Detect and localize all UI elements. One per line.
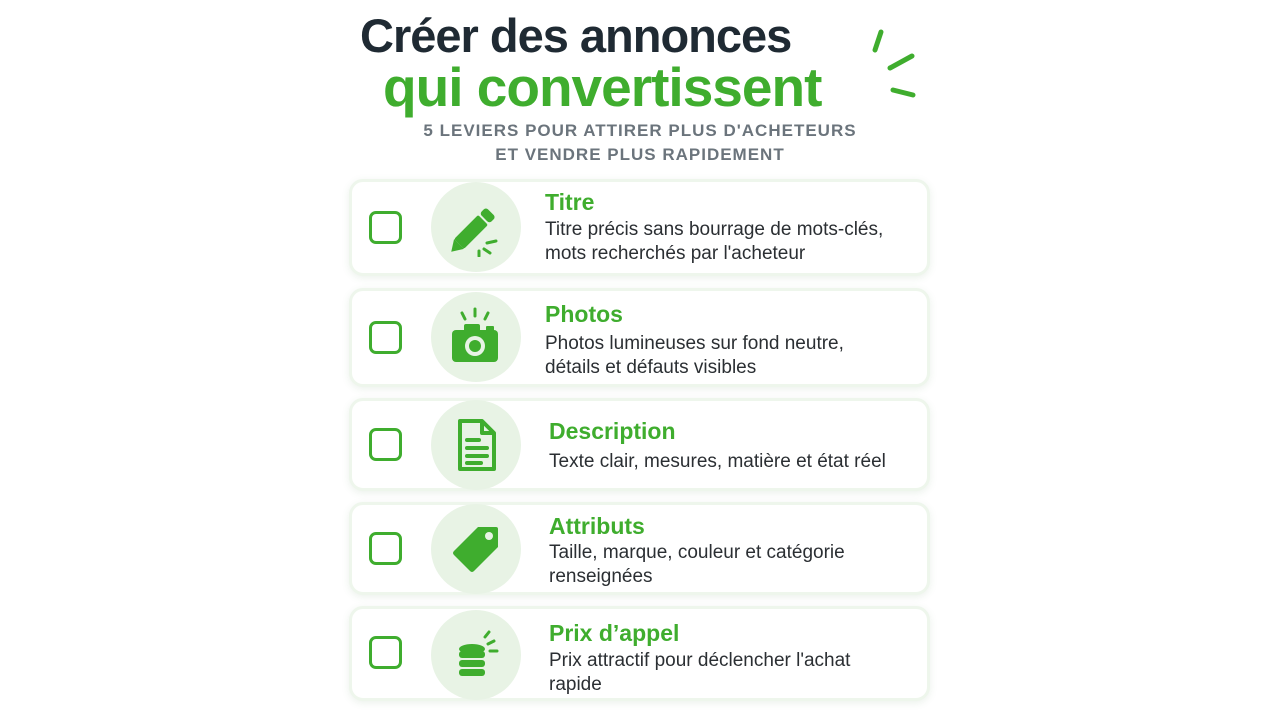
lever-card-description bbox=[349, 398, 930, 491]
pencil-icon bbox=[446, 197, 506, 257]
lever-description-line-2: détails et défauts visibles bbox=[545, 357, 757, 378]
lever-description-line-1: Taille, marque, couleur et catégorie bbox=[549, 542, 845, 563]
lever-title: Attributs bbox=[549, 513, 645, 539]
lever-description-line-2: mots recherchés par l'acheteur bbox=[545, 243, 806, 264]
checkbox-attributs[interactable] bbox=[369, 532, 402, 565]
lever-title: Description bbox=[549, 418, 676, 444]
icon-badge bbox=[431, 610, 521, 700]
lever-title: Titre bbox=[545, 189, 595, 215]
camera-icon bbox=[446, 307, 506, 367]
lever-description bbox=[549, 450, 886, 474]
lever-title: Photos bbox=[545, 301, 623, 327]
subtitle-line-2: ET VENDRE PLUS RAPIDEMENT bbox=[495, 145, 785, 164]
lever-card-prix bbox=[349, 606, 930, 701]
icon-badge bbox=[431, 400, 521, 490]
document-icon bbox=[446, 415, 506, 475]
lever-description-line-1: Prix attractif pour déclencher l'achat bbox=[549, 650, 851, 671]
checkbox-titre[interactable] bbox=[369, 211, 402, 244]
coin-stack-icon bbox=[446, 625, 506, 685]
lever-description bbox=[545, 218, 883, 266]
checkbox-photos[interactable] bbox=[369, 321, 402, 354]
checkbox-description[interactable] bbox=[369, 428, 402, 461]
page-title-highlight: qui convertissent bbox=[383, 56, 822, 118]
lever-card-attributs bbox=[349, 502, 930, 595]
lever-description-line-1: Photos lumineuses sur fond neutre, bbox=[545, 333, 844, 354]
lever-description bbox=[545, 332, 844, 380]
page-title: Créer des annonces bbox=[360, 9, 792, 62]
lever-description-line-1: Titre précis sans bourrage de mots-clés, bbox=[545, 219, 884, 240]
subtitle-line-1: 5 LEVIERS POUR ATTIRER PLUS D'ACHETEURS bbox=[423, 121, 857, 140]
page-subtitle bbox=[340, 119, 940, 167]
lever-description-line-2: rapide bbox=[549, 674, 602, 695]
lever-description-line-1: Texte clair, mesures, matière et état réel bbox=[549, 451, 886, 472]
icon-badge bbox=[431, 504, 521, 594]
lever-card-titre bbox=[349, 179, 930, 276]
lever-description bbox=[549, 649, 850, 697]
icon-badge bbox=[431, 292, 521, 382]
checkbox-prix[interactable] bbox=[369, 636, 402, 669]
lever-description bbox=[549, 541, 845, 589]
lever-description-line-2: renseignées bbox=[549, 566, 653, 587]
lever-card-photos bbox=[349, 288, 930, 387]
price-tag-icon bbox=[446, 519, 506, 579]
lever-title: Prix d’appel bbox=[549, 620, 680, 646]
icon-badge bbox=[431, 182, 521, 272]
sparkle-icon bbox=[866, 26, 922, 102]
